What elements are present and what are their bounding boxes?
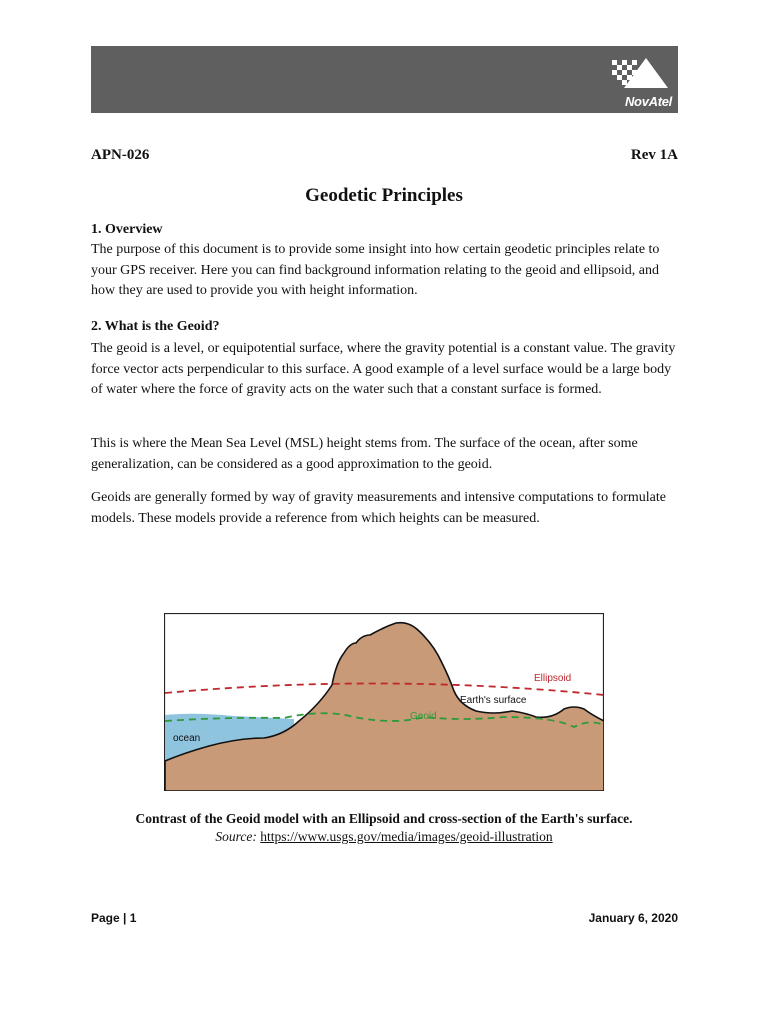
revision: Rev 1A bbox=[630, 147, 678, 163]
source-label: Source: bbox=[215, 829, 257, 844]
page-title: Geodetic Principles bbox=[305, 185, 463, 206]
logo-text: NovAtel bbox=[624, 94, 672, 109]
header-band bbox=[91, 46, 678, 113]
section-heading-geoid: 2. What is the Geoid? bbox=[91, 319, 220, 334]
figure-source bbox=[0, 829, 768, 845]
section-heading-overview: 1. Overview bbox=[91, 222, 163, 237]
footer-date: January 6, 2020 bbox=[588, 911, 678, 925]
geoid-paragraph-3: Geoids are generally formed by way of gravity measurements and intensive computations to formulate models. These models provide a reference from which heights can be measured. bbox=[91, 490, 666, 526]
ellipsoid-label: Ellipsoid bbox=[534, 673, 572, 684]
geoid-illustration bbox=[164, 613, 604, 791]
earths-surface-label: Earth's surface bbox=[460, 695, 527, 706]
page-number: Page | 1 bbox=[91, 911, 137, 925]
geoid-label: Geoid bbox=[410, 711, 437, 722]
ocean-label: ocean bbox=[173, 733, 201, 744]
geoid-paragraph-1: The geoid is a level, or equipotential surface, where the gravity potential is a constant value. The gravity force vector acts perpendicular to this surface. A good example of a level surface would be a large body of water where the force of gravity acts on the water such that a constant surface is formed. bbox=[91, 341, 676, 397]
figure-caption: Contrast of the Geoid model with an Ellipsoid and cross-section of the Earth's surface. bbox=[135, 811, 633, 826]
overview-paragraph: The purpose of this document is to provide some insight into how certain geodetic principles relate to your GPS receiver. Here you can find background information relating to the geoid and ellipsoid, and how they are used to provide you with height information. bbox=[91, 242, 660, 298]
source-link[interactable]: https://www.usgs.gov/media/images/geoid-illustration bbox=[260, 829, 553, 844]
geoid-paragraph-2: This is where the Mean Sea Level (MSL) height stems from. The surface of the ocean, after some generalization, can be considered as a good approximation to the geoid. bbox=[91, 436, 638, 472]
document-id: APN-026 bbox=[91, 147, 150, 163]
